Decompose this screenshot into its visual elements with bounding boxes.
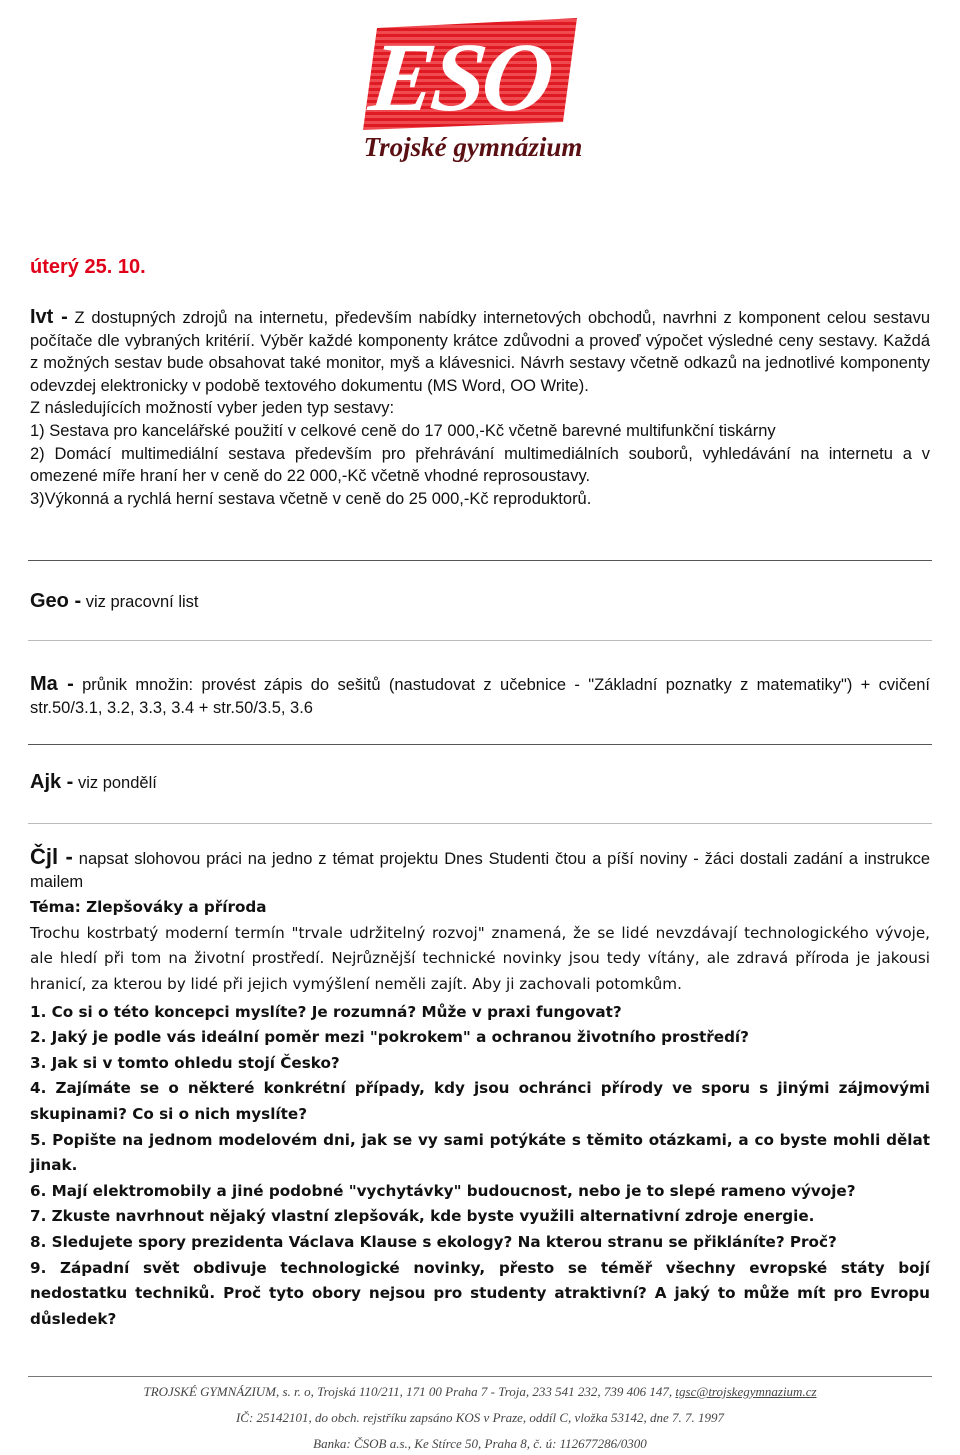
question-item: 1. Co si o této koncepci myslíte? Je rozumná? Může v praxi fungovat?: [30, 1002, 622, 1021]
subject-ajk: Ajk -: [30, 771, 74, 793]
question-item: 3. Jak si v tomto ohledu stojí Česko?: [30, 1053, 340, 1072]
footer-divider: [28, 1376, 932, 1377]
ivt-assignment: Z dostupných zdrojů na internetu, především nabídky internetových obchodů, navrhni z komponent celou sestavu počítače dle vybraných kritérií. Výběr každé komponenty krátce zdůvodni a proveď výpočet výsledné ceny sestavy. Každá z možných sestav bude obsahovat také monitor, myš a klávesnici. Návrh sestavy včetně odkazů na jednotlivé komponenty odevzdej elektronicky v podobě textového dokumentu (MS Word, OO Write).: [30, 309, 931, 395]
cjl-section: [30, 846, 930, 1332]
cjl-paragraph: Trochu kostrbatý moderní termín "trvale udržitelný rozvoj" znamená, že se lidé nevzdávají technologického vývoje, ale hledí při tom na životní prostředí. Nejrůznější technické novinky jsou tedy vítány, ale zdravá příroda je jakousi hranicí, za kterou by lidé při jejich vymýšlení neměli zajít. Aby ji zachovali potomkům.: [30, 923, 930, 993]
geo-assignment: viz pracovní list: [85, 593, 199, 611]
ajk-section: [30, 771, 930, 795]
ma-assignment: průnik množin: provést zápis do sešitů (nastudovat z učebnice - "Základní poznatky z matematiky") + cvičení str.50/3.1, 3.2, 3.3, 3.4 + str.50/3.5, 3.6: [30, 676, 931, 717]
divider: [28, 560, 932, 561]
footer-line-3: Banka: ČSOB a.s., Ke Stírce 50, Praha 8, č. ú: 112677286/0300: [313, 1436, 647, 1451]
divider: [28, 744, 932, 745]
subject-geo: Geo -: [30, 590, 82, 612]
divider: [28, 640, 932, 641]
divider: [28, 823, 932, 824]
cjl-topic: Téma: Zlepšováky a příroda: [30, 898, 267, 917]
logo-school-name: Trojské gymnázium: [363, 132, 583, 162]
question-item: 4. Zajímáte se o některé konkrétní případy, kdy jsou ochránci přírody ve sporu s jinými zájmovými skupinami? Co si o nich myslíte?: [30, 1079, 930, 1123]
footer-email-link[interactable]: tgsc@trojskegymnazium.cz: [675, 1384, 817, 1399]
ivt-option: 3)Výkonná a rychlá herní sestava včetně v ceně do 25 000,-Kč reproduktorů.: [30, 489, 592, 508]
subject-ivt: Ivt -: [30, 306, 68, 328]
ajk-assignment: viz pondělí: [77, 774, 157, 792]
footer-address: TROJSKÉ GYMNÁZIUM, s. r. o, Trojská 110/211, 171 00 Praha 7 - Troja, 233 541 232, 739 406 147,: [143, 1384, 673, 1399]
ma-section: [30, 673, 930, 719]
question-item: 7. Zkuste navrhnout nějaký vlastní zlepšovák, kde byste využili alternativní zdroje energie.: [30, 1207, 815, 1226]
question-item: 6. Mají elektromobily a jiné podobné "vychytávky" budoucnost, nebo je to slepé rameno vývoje?: [30, 1181, 856, 1200]
question-item: 2. Jaký je podle vás ideální poměr mezi "pokrokem" a ochranou životního prostředí?: [30, 1028, 749, 1047]
ivt-section: [30, 306, 930, 510]
subject-cjl: Čjl -: [30, 844, 73, 869]
ivt-option: 2) Domácí multimediální sestava především pro přehrávání multimediálních souborů, vyhledávání na internetu a v omezené míře hraní her v ceně do 22 000,-Kč včetně vhodné reprosoustavy.: [30, 444, 930, 486]
question-item: 5. Popište na jednom modelovém dni, jak se vy sami potýkáte s těmito otázkami, a co byste mohli dělat jinak.: [30, 1130, 930, 1175]
ivt-option: 1) Sestava pro kancelářské použití v celkové ceně do 17 000,-Kč včetně barevné multifunkční tiskárny: [30, 421, 776, 440]
date-heading: úterý 25. 10.: [30, 256, 146, 278]
footer-line-1: [0, 1384, 960, 1400]
school-logo: [355, 10, 585, 170]
footer-line-2: IČ: 25142101, do obch. rejstříku zapsáno KOS v Praze, oddíl C, vložka 53142, dne 7. 7. 1997: [235, 1410, 725, 1425]
question-item: 8. Sledujete spory prezidenta Václava Klause s ekology? Na kterou stranu se přikláníte? Proč?: [30, 1232, 837, 1251]
cjl-assignment: napsat slohovou práci na jedno z témat projektu Dnes Studenti čtou a píší noviny - žáci dostali zadání a instrukce mailem: [30, 850, 930, 891]
geo-section: [30, 590, 930, 614]
logo-letters: ESO: [364, 23, 555, 132]
ivt-text: [30, 306, 930, 397]
subject-ma: Ma -: [30, 673, 74, 695]
ivt-choose: Z následujících možností vyber jeden typ sestavy:: [30, 399, 395, 418]
question-item: 9. Západní svět obdivuje technologické novinky, přesto se téměř všechny evropské státy bojí nedostatku techniků. Proč tyto obory nejsou pro studenty atraktivní? A jaký to může mít pro Evropu důsledek?: [30, 1258, 930, 1328]
